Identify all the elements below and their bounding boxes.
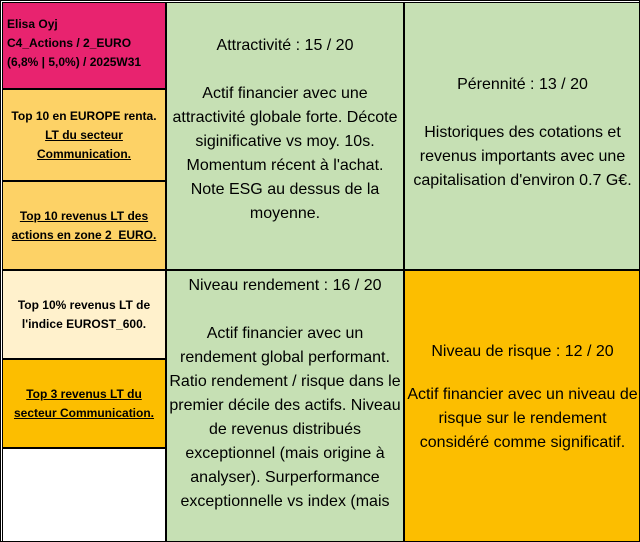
risque-panel (404, 270, 640, 542)
yield-period: (6,8% | 5,0%) / 2025W31 (7, 55, 142, 69)
ranking-line: Communication. (36, 146, 131, 161)
perennite-text: revenus importants avec une (419, 148, 626, 165)
perennite-text: capitalisation d'environ 0.7 G€. (413, 172, 632, 189)
rendement-text: de revenus distribués (208, 421, 362, 438)
attractivite-text: Note ESG au dessus de la (190, 181, 380, 198)
ranking-line: Top 10% revenus LT de (17, 297, 151, 312)
risque-text: Actif financier avec un niveau de (407, 386, 638, 403)
rendement-text: exceptionnelle vs index (mais (180, 493, 390, 510)
company-name: Elisa Oyj (7, 17, 58, 31)
category-zone: C4_Actions / 2_EURO (7, 36, 132, 50)
risque-text: risque sur le rendement (438, 410, 607, 427)
rendement-panel (166, 270, 404, 542)
attractivite-text: Actif financier avec une (202, 85, 368, 102)
attractivite-text: moyenne. (249, 205, 321, 222)
ranking-cell-europe (2, 89, 166, 181)
company-header-cell (2, 2, 166, 89)
attractivite-panel (166, 2, 404, 270)
attractivite-text: Momentum récent à l'achat. (186, 157, 384, 174)
perennite-text: Historiques des cotations et (424, 124, 621, 141)
ranking-line: Top 3 revenus LT du (26, 386, 142, 401)
ranking-cell-zone (2, 181, 166, 270)
rendement-text: exceptionnel (mais origine à (185, 445, 385, 462)
rendement-title: Niveau rendement : 16 / 20 (188, 277, 382, 294)
perennite-panel (404, 2, 640, 270)
rendement-text: analyser). Surperformance (190, 469, 380, 486)
rendement-text: premier décile des actifs. Niveau (169, 397, 401, 414)
rendement-text: rendement global performant. (180, 349, 390, 366)
rendement-text: Actif financier avec un (206, 325, 364, 342)
ranking-cell-index (2, 270, 166, 359)
risque-title: Niveau de risque : 12 / 20 (431, 343, 614, 360)
attractivite-text: attractivité globale forte. Décote (172, 109, 398, 126)
risque-text: considéré comme significatif. (419, 434, 626, 451)
attractivite-text: siginificative vs moy. 10s. (195, 133, 375, 150)
perennite-title: Pérennité : 13 / 20 (457, 76, 588, 93)
ranking-line: Top 10 en EUROPE renta. (11, 108, 157, 123)
ranking-line: LT du secteur (45, 127, 123, 142)
rendement-text: Ratio rendement / risque dans le (169, 373, 401, 390)
ranking-line: l'indice EUROST_600. (21, 316, 147, 331)
ranking-line: secteur Communication. (13, 405, 155, 420)
ranking-line: Top 10 revenus LT des (19, 208, 149, 223)
ranking-line: actions en zone 2_EURO. (11, 227, 157, 242)
ranking-cell-sector (2, 359, 166, 448)
empty-cell (2, 448, 166, 542)
attractivite-title: Attractivité : 15 / 20 (216, 37, 354, 54)
